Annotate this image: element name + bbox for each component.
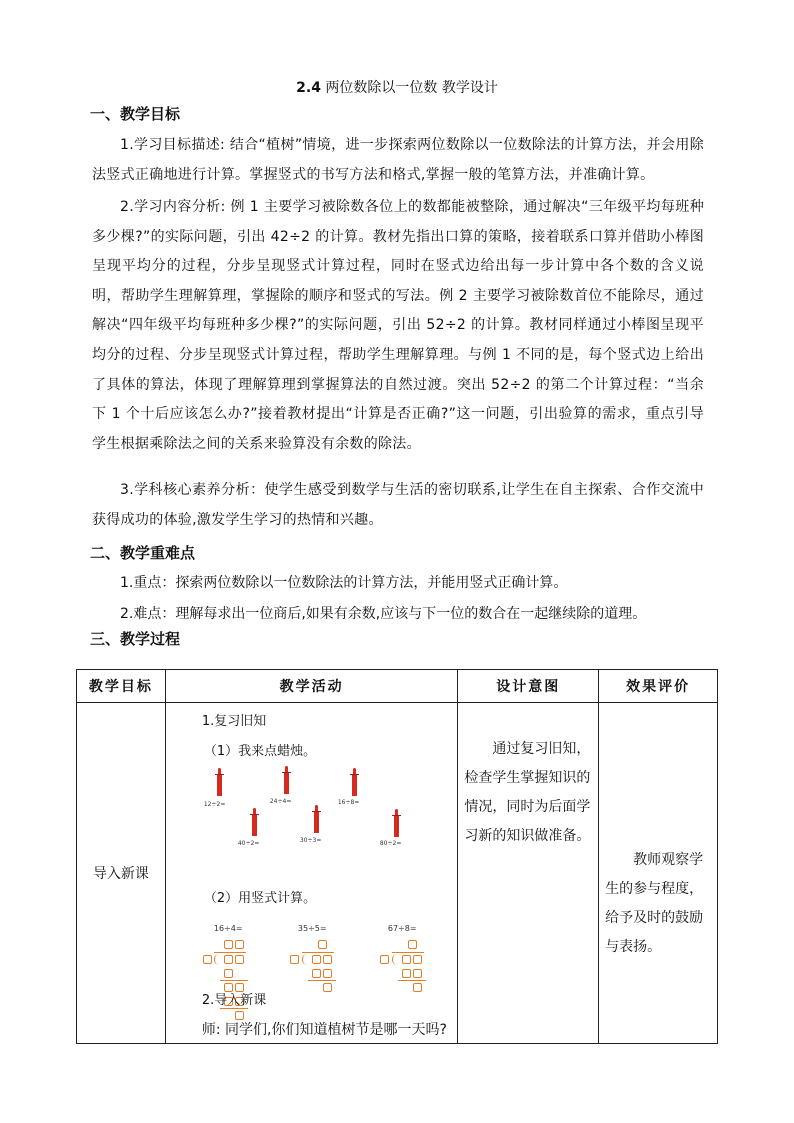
difficulty-line: 2.难点：理解每求出一位商后,如果有余数,应该与下一位的数合在一起继续除的道理。: [120, 606, 647, 622]
activity-intro: 2.导入新课: [201, 993, 267, 1008]
cell-activity: [165, 703, 458, 1044]
step-box: [402, 969, 411, 978]
candle-equation: 30÷3=: [299, 837, 322, 844]
division-bracket: [302, 954, 307, 965]
title-number: 2.4: [296, 80, 321, 96]
answer-box: [408, 940, 417, 949]
activity-content: [166, 703, 458, 1043]
division-bar: [302, 952, 334, 953]
lesson-table: [76, 669, 718, 1044]
dividend-box: [224, 955, 233, 964]
title-text: 两位数除以一位数 教学设计: [320, 80, 498, 96]
header-intent: 设计意图: [458, 670, 599, 703]
answer-box: [235, 940, 244, 949]
paragraph-content-analysis: 2.学习内容分析: 例 1 主要学习被除数各位上的数都能被整除，通过解决“三年级平均每班种多少棵?”的实际问题，引出 42÷2 的计算。教材先指出口算的策略，接着联系口算并借助小棒图呈现平均分的过程，分步呈现竖式计算过程，同时在竖式边给出每一步计算中各个数的含义说明，帮助学生理解算理，掌握除的顺序和竖式的写法。例 2 主要学习被除数首位不能除尽，通过解决“四年级平均每班种多少棵?”的实际问题，引出 52÷2 的计算。教材同样通过小棒图呈现平均分的过程、分步呈现竖式计算过程，帮助学生理解算理。与例 1 不同的是，每个竖式边上给出了具体的算法，体现了理解算理到掌握算法的自然过渡。突出 52÷2 的第二个计算过程：“当余下 1 个十后应该怎么办?”接着教材提出“计算是否正确?”这一问题，引出验算的需求，重点引导学生根据乘除法之间的关系来验算没有余数的除法。: [92, 199, 704, 452]
subtract-bar: [398, 980, 426, 981]
cell-evaluation: [599, 703, 718, 1044]
division-bar: [392, 952, 424, 953]
header-evaluation: 效果评价: [599, 670, 718, 703]
section-heading-goals: 一、教学目标: [90, 105, 181, 123]
activity-candles-title: （1）我来点蜡烛。: [203, 744, 317, 759]
step-box: [224, 969, 233, 978]
header-goal: 教学目标: [77, 670, 166, 703]
calc-equation: 67÷8=: [387, 924, 417, 933]
cell-intent: [458, 703, 599, 1044]
candle-equation: 40÷2=: [237, 840, 260, 847]
intent-text: 通过复习旧知，检查学生掌握知识的情况，同时为后面学习新的知识做准备。: [464, 741, 591, 844]
subtract-bar: [308, 980, 336, 981]
candle-equation: 80÷2=: [379, 840, 402, 847]
paragraph-literacy-analysis: 3.学科核心素养分析：使学生感受到数学与生活的密切联系,让学生在自主探索、合作交流中获得成功的体验,激发学生学习的热情和兴趣。: [92, 482, 704, 528]
candle-icon: [394, 815, 399, 837]
candle-icon: [284, 772, 289, 794]
candle-equation: 24÷4=: [269, 798, 292, 805]
step-box: [413, 969, 422, 978]
table-header-row: [77, 670, 718, 703]
keypoint-line: 1.重点：探索两位数除以一位数除法的计算方法，并能用竖式正确计算。: [120, 575, 568, 591]
activity-vertical-title: （2）用竖式计算。: [203, 891, 317, 906]
header-activity: 教学活动: [165, 670, 458, 703]
dividend-box: [312, 955, 321, 964]
candle-icon: [217, 774, 222, 796]
subtract-bar: [220, 1008, 248, 1009]
answer-box: [224, 940, 233, 949]
divisor-box: [203, 955, 212, 964]
activity-teacher-question: 师: 同学们,你们知道植树节是哪一天吗?: [201, 1022, 447, 1038]
candle-icon: [352, 774, 357, 796]
section-heading-process: 三、教学过程: [90, 630, 181, 648]
candle-equation: 12÷2=: [203, 801, 226, 808]
division-bar: [214, 952, 246, 953]
goal-text: 导入新课: [92, 866, 149, 882]
candle-equation: 16÷8=: [337, 799, 360, 806]
divisor-box: [380, 955, 389, 964]
remainder-box: [413, 983, 422, 992]
table-row: [77, 703, 718, 1044]
evaluation-text: 教师观察学生的参与程度，给予及时的鼓励与表扬。: [605, 852, 704, 955]
paragraph-goal-description: 1.学习目标描述: 结合“植树”情境，进一步探索两位数除以一位数除法的计算方法，并会用除法竖式正确地进行计算。掌握竖式的书写方法和格式,掌握一般的笔算方法，并准确计算。: [92, 137, 704, 183]
step-box: [312, 969, 321, 978]
divisor-box: [290, 955, 299, 964]
dividend-box: [413, 955, 422, 964]
section-heading-keypoints: 二、教学重难点: [90, 544, 196, 562]
dividend-box: [402, 955, 411, 964]
answer-box: [318, 940, 327, 949]
dividend-box: [323, 955, 332, 964]
candle-icon: [252, 814, 257, 836]
division-bracket: [214, 954, 219, 965]
candle-icon: [314, 811, 319, 833]
calc-equation: 16÷4=: [213, 924, 243, 933]
activity-review: 1.复习旧知: [201, 714, 267, 729]
doc-title: [0, 77, 794, 97]
division-bracket: [392, 954, 397, 965]
dividend-box: [235, 955, 244, 964]
cell-goal: [77, 703, 166, 1044]
remainder-box: [323, 983, 332, 992]
subtract-bar: [220, 980, 248, 981]
step-box: [323, 969, 332, 978]
calc-equation: 35÷5=: [297, 924, 327, 933]
